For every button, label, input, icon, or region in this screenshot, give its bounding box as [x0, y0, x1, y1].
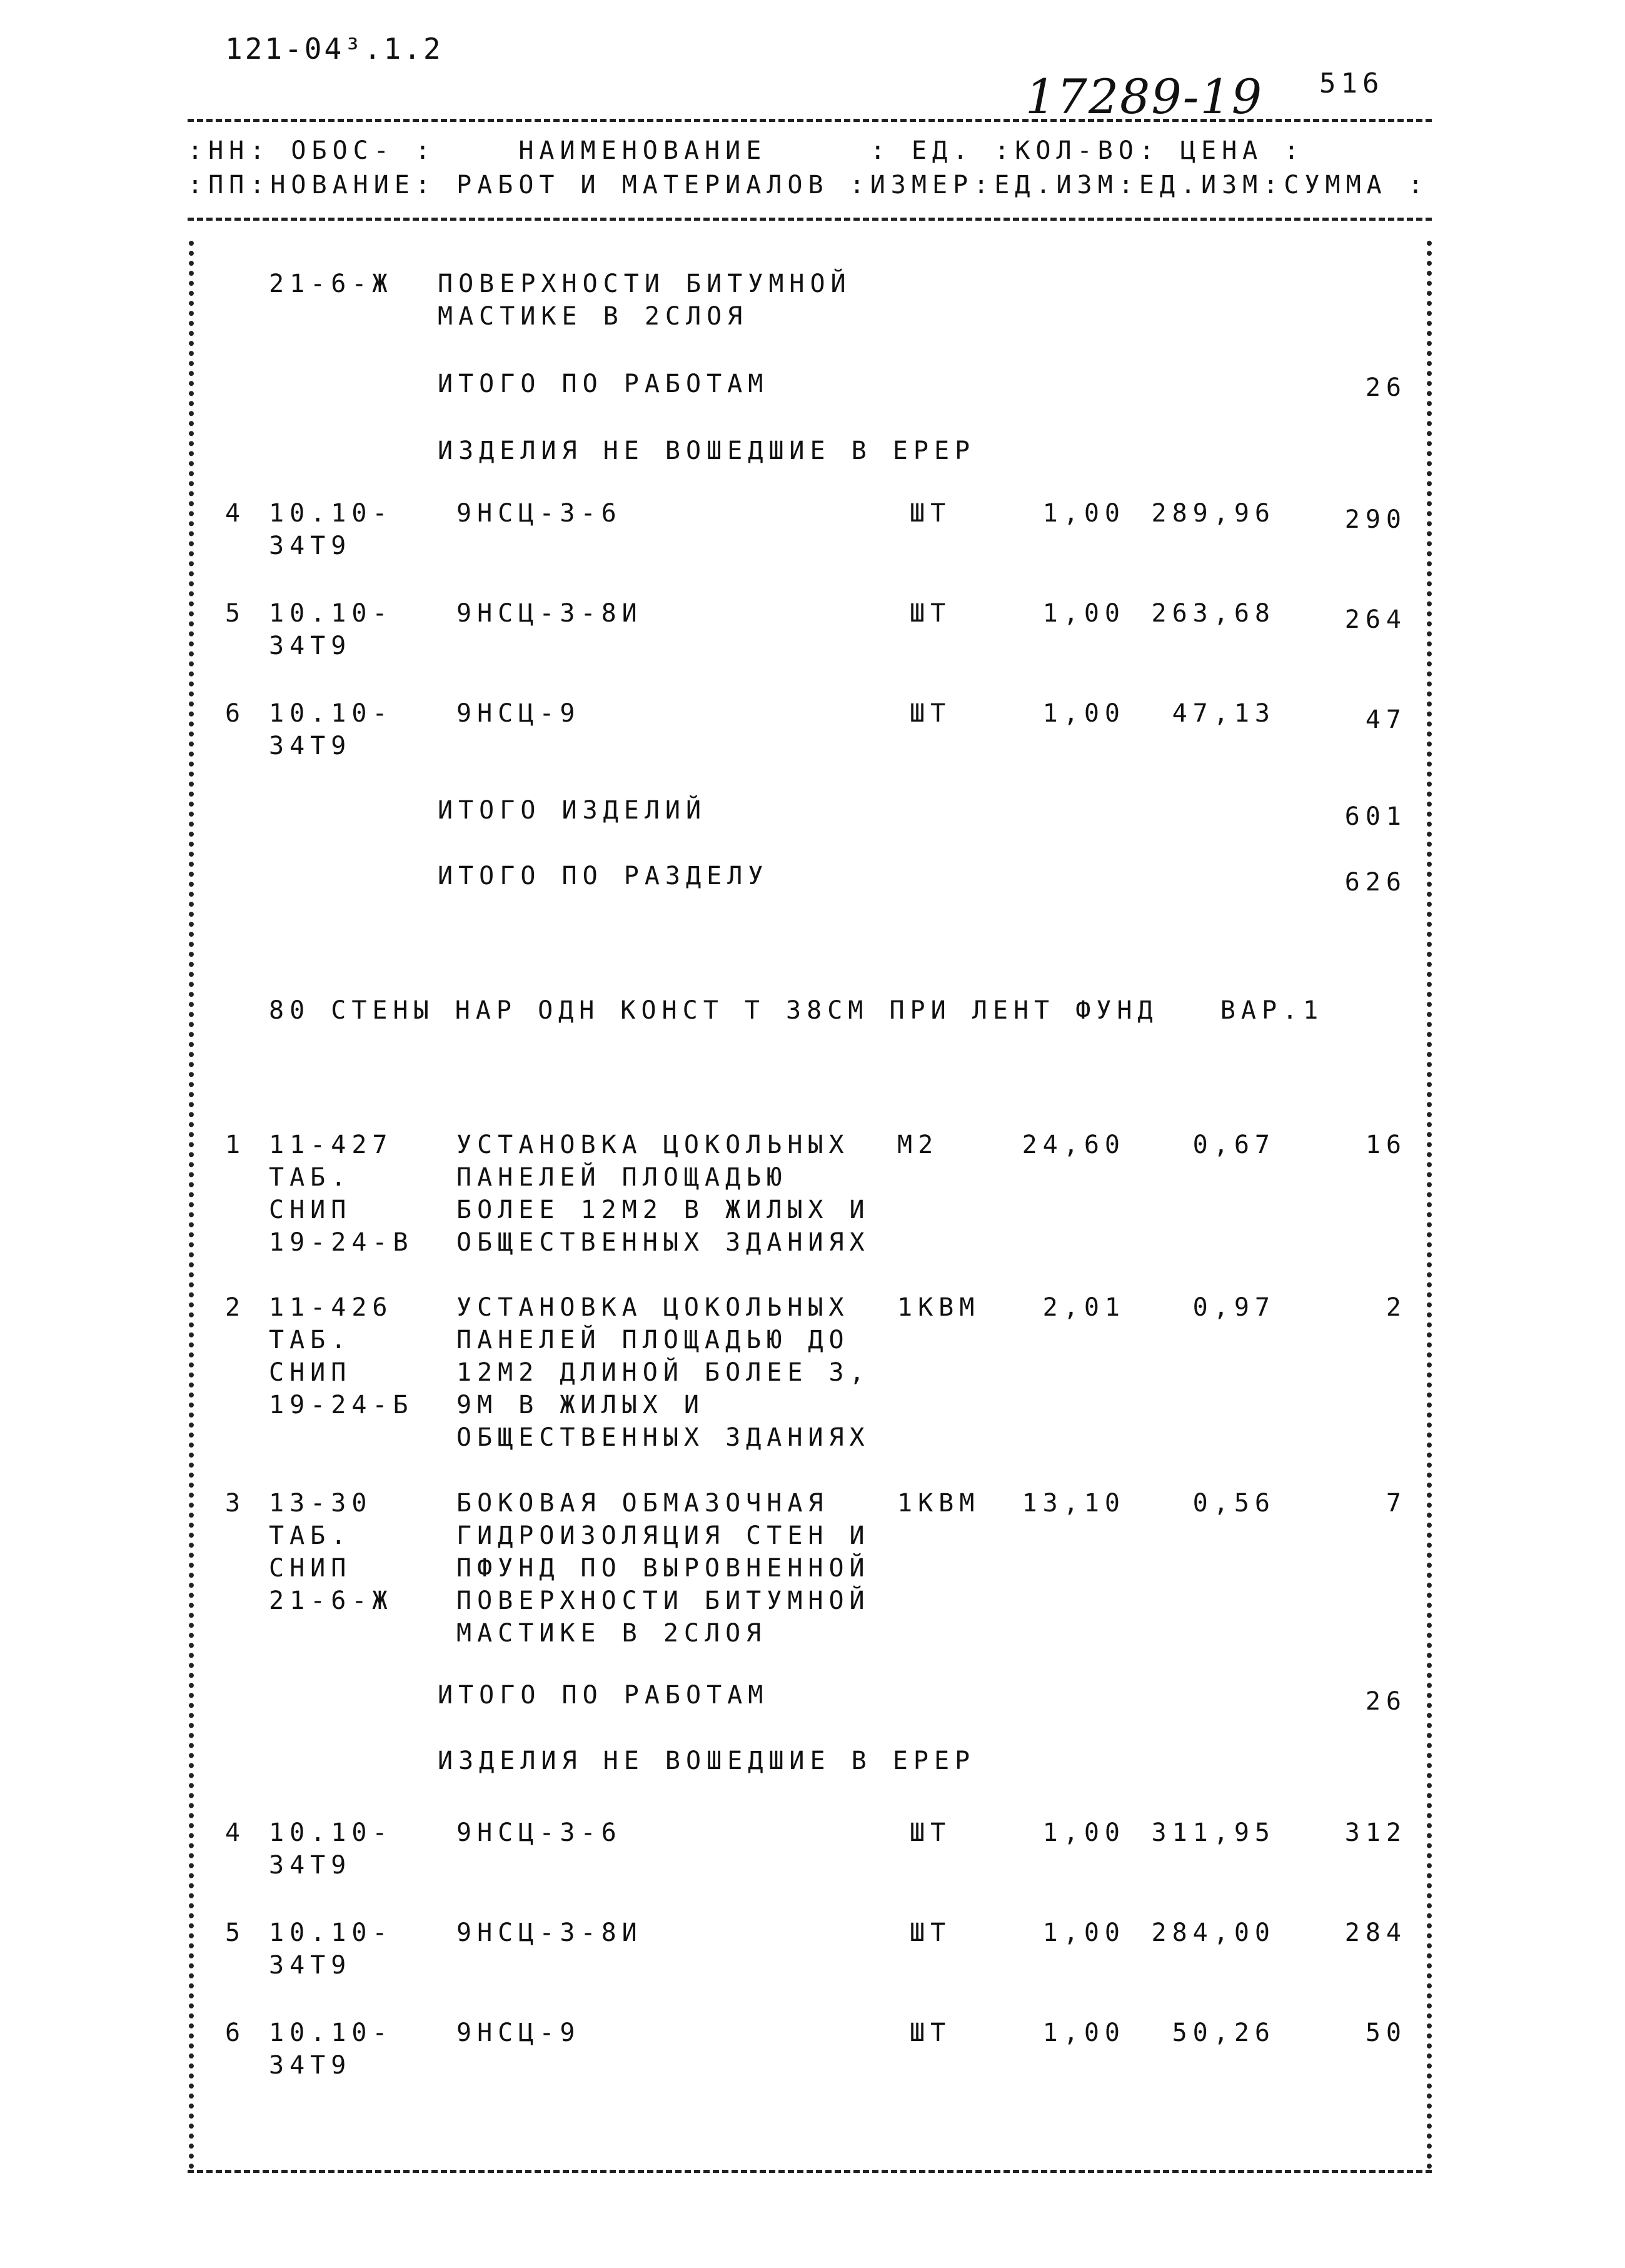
row-name: 9НСЦ-9	[456, 2019, 581, 2047]
row-qty: 1,00	[1042, 2019, 1125, 2047]
row-qty: 1,00	[1042, 699, 1125, 728]
row-unit: 1КВМ	[897, 1489, 980, 1518]
row-price: 0,97	[1192, 1293, 1275, 1322]
total-products-value: 601	[1344, 802, 1407, 831]
row-qty: 1,00	[1042, 499, 1125, 528]
total-works-label: ИТОГО ПО РАБОТАМ	[438, 370, 769, 398]
row-nn: 4	[225, 499, 246, 528]
right-border	[1427, 241, 1432, 2170]
bottom-rule	[188, 2170, 1432, 2173]
row-code: 11-426 ТАБ. СНИП 19-24-Б	[269, 1293, 414, 1419]
row-unit: ШТ	[910, 1818, 952, 1847]
page-number: 516	[1319, 68, 1384, 99]
row-price: 47,13	[1172, 699, 1275, 728]
row-name: 9НСЦ-9	[456, 699, 581, 728]
total-products-label: ИТОГО ИЗДЕЛИЙ	[438, 796, 707, 825]
row-unit: М2	[897, 1131, 939, 1159]
header-line-2: :ПП:НОВАНИЕ: РАБОТ И МАТЕРИАЛОВ :ИЗМЕР:ЕД.ИЗМ:ЕД.ИЗМ:СУММА :	[188, 171, 1429, 199]
row-nn: 2	[225, 1293, 246, 1322]
row-sum: 47	[1365, 705, 1407, 734]
row-price: 0,56	[1192, 1489, 1275, 1518]
row-name: УСТАНОВКА ЦОКОЛЬНЫХ ПАНЕЛЕЙ ПЛОЩАДЬЮ БОЛЕЕ 12М2 В ЖИЛЫХ И ОБЩЕСТВЕННЫХ ЗДАНИЯХ	[456, 1131, 870, 1257]
header-rule	[188, 218, 1432, 221]
row-sum: 2	[1386, 1293, 1407, 1322]
total-works-value: 26	[1365, 373, 1407, 402]
row-qty: 13,10	[1022, 1489, 1125, 1518]
row-qty: 1,00	[1042, 599, 1125, 628]
row-nn: 5	[225, 1918, 246, 1947]
row-name: 9НСЦ-3-8И	[456, 599, 643, 628]
row-nn: 1	[225, 1131, 246, 1159]
section-title: 80 СТЕНЫ НАР ОДН КОНСТ Т 38СМ ПРИ ЛЕНТ ФУНД ВАР.1	[269, 996, 1324, 1025]
products-header: ИЗДЕЛИЯ НЕ ВОШЕДШИЕ В ЕРЕР	[438, 1746, 976, 1775]
handwritten-number: 17289-19	[1025, 69, 1264, 124]
header-line-1: :НН: ОБОС- : НАИМЕНОВАНИЕ : ЕД. :КОЛ-ВО: ЦЕНА :	[188, 136, 1305, 165]
row-unit: ШТ	[910, 2019, 952, 2047]
total-works-label: ИТОГО ПО РАБОТАМ	[438, 1681, 769, 1710]
left-border	[189, 241, 194, 2170]
row-qty: 1,00	[1042, 1918, 1125, 1947]
total-section-label: ИТОГО ПО РАЗДЕЛУ	[438, 862, 769, 890]
row-nn: 3	[225, 1489, 246, 1518]
cont-name: ПОВЕРХНОСТИ БИТУМНОЙ МАСТИКЕ В 2СЛОЯ	[438, 270, 852, 331]
row-qty: 24,60	[1022, 1131, 1125, 1159]
products-header: ИЗДЕЛИЯ НЕ ВОШЕДШИЕ В ЕРЕР	[438, 436, 976, 465]
row-code: 11-427 ТАБ. СНИП 19-24-В	[269, 1131, 414, 1257]
row-price: 0,67	[1192, 1131, 1275, 1159]
row-price: 263,68	[1151, 599, 1275, 628]
row-unit: ШТ	[910, 599, 952, 628]
row-sum: 7	[1386, 1489, 1407, 1518]
row-unit: ШТ	[910, 699, 952, 728]
row-qty: 2,01	[1042, 1293, 1125, 1322]
row-code: 10.10- 34Т9	[269, 699, 393, 760]
row-name: БОКОВАЯ ОБМАЗОЧНАЯ ГИДРОИЗОЛЯЦИЯ СТЕН И ПФУНД ПО ВЫРОВНЕННОЙ ПОВЕРХНОСТИ БИТУМНОЙ МАСТИКЕ В 2СЛОЯ	[456, 1489, 870, 1648]
row-code: 10.10- 34Т9	[269, 1918, 393, 1980]
cont-code: 21-6-Ж	[269, 270, 393, 298]
row-code: 10.10- 34Т9	[269, 499, 393, 560]
row-price: 289,96	[1151, 499, 1275, 528]
row-unit: ШТ	[910, 1918, 952, 1947]
row-price: 284,00	[1151, 1918, 1275, 1947]
row-nn: 6	[225, 699, 246, 728]
row-price: 311,95	[1151, 1818, 1275, 1847]
row-price: 50,26	[1172, 2019, 1275, 2047]
row-sum: 284	[1344, 1918, 1407, 1947]
row-name: 9НСЦ-3-6	[456, 499, 622, 528]
row-sum: 312	[1344, 1818, 1407, 1847]
row-name: 9НСЦ-3-8И	[456, 1918, 643, 1947]
total-section-value: 626	[1344, 868, 1407, 897]
row-code: 10.10- 34Т9	[269, 599, 393, 660]
row-code: 10.10- 34Т9	[269, 1818, 393, 1880]
row-unit: ШТ	[910, 499, 952, 528]
row-sum: 50	[1365, 2019, 1407, 2047]
row-sum: 16	[1365, 1131, 1407, 1159]
total-works-value: 26	[1365, 1687, 1407, 1716]
row-nn: 5	[225, 599, 246, 628]
row-nn: 6	[225, 2019, 246, 2047]
row-code: 13-30 ТАБ. СНИП 21-6-Ж	[269, 1489, 393, 1615]
row-unit: 1КВМ	[897, 1293, 980, 1322]
document-code: 121-04³.1.2	[225, 32, 443, 66]
row-name: УСТАНОВКА ЦОКОЛЬНЫХ ПАНЕЛЕЙ ПЛОЩАДЬЮ ДО 12М2 ДЛИНОЙ БОЛЕЕ 3, 9М В ЖИЛЫХ И ОБЩЕСТВЕННЫХ ЗДАНИЯХ	[456, 1293, 870, 1452]
top-rule	[188, 119, 1432, 122]
row-sum: 290	[1344, 505, 1407, 534]
row-name: 9НСЦ-3-6	[456, 1818, 622, 1847]
row-sum: 264	[1344, 605, 1407, 634]
row-code: 10.10- 34Т9	[269, 2019, 393, 2080]
row-qty: 1,00	[1042, 1818, 1125, 1847]
row-nn: 4	[225, 1818, 246, 1847]
